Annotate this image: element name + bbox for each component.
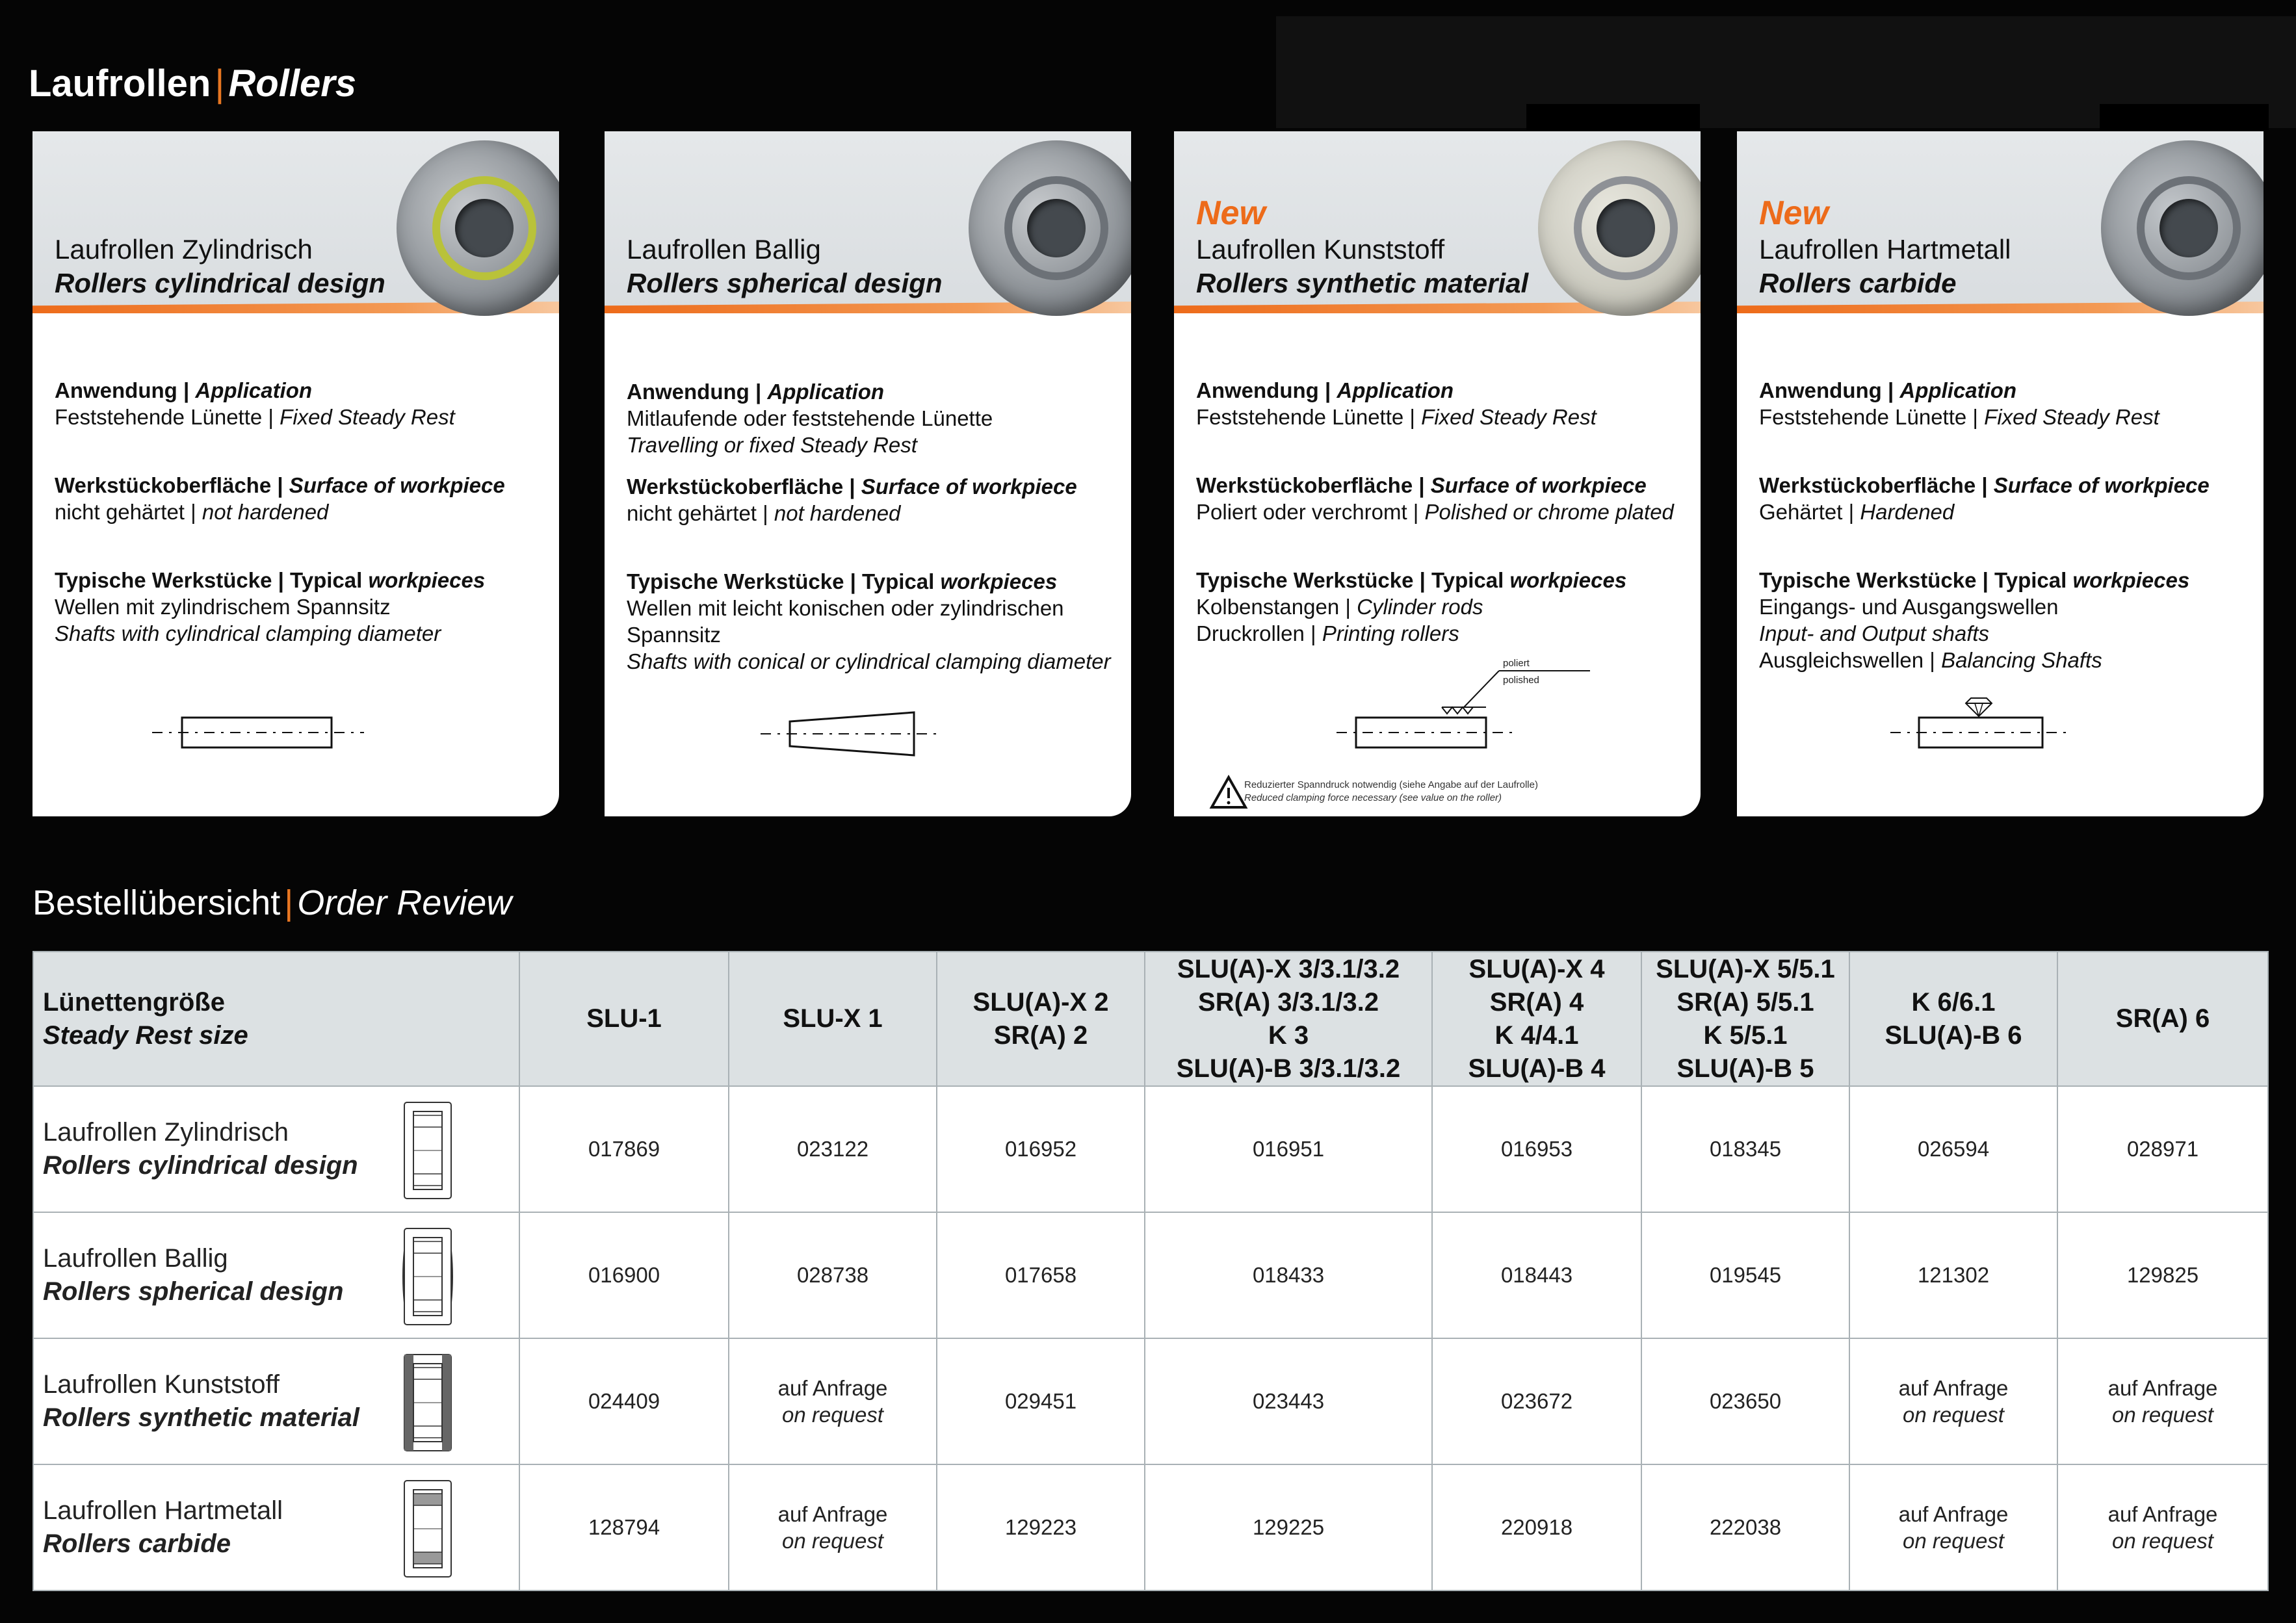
table-row (33, 1212, 2268, 1338)
header-panel-notch (2100, 104, 2269, 130)
column-header-line: SR(A) 2 (993, 1020, 1088, 1050)
card-title-de: Laufrollen Hartmetall (1759, 234, 2011, 265)
roller-cylindrical-section-icon (402, 1098, 454, 1202)
table-cell: 023672 (1432, 1338, 1641, 1464)
on-request-label: auf Anfrage on request (777, 1376, 888, 1427)
typical-workpieces-block: Typische Werkstücke | Typical workpieces Wellen mit zylindrischem Spannsitz Shafts with cylindrical clamping diameter (55, 568, 486, 645)
row-header-en: Rollers synthetic material (43, 1403, 359, 1432)
header-panel-notch (1526, 104, 1700, 130)
row-header (33, 1212, 519, 1338)
roller-carbide-section-icon (402, 1477, 454, 1581)
application-block: Anwendung | Application Feststehende Lünette | Fixed Steady Rest (1196, 378, 1597, 429)
cylindrical-shaft-sketch (33, 131, 559, 816)
conical-shaft-sketch (605, 131, 1131, 816)
section-heading-order-review (33, 885, 512, 920)
table-cell: 129223 (937, 1464, 1145, 1591)
table-cell: 128794 (519, 1464, 729, 1591)
column-header-line: SLU(A)-B 3/3.1/3.2 (1176, 1054, 1401, 1083)
heading-separator: | (215, 62, 225, 105)
surface-block: Werkstückoberfläche | Surface of workpiece nicht gehärtet | not hardened (55, 473, 505, 524)
heading-de: Bestellübersicht (33, 883, 281, 922)
table-cell: 024409 (519, 1338, 729, 1464)
table-cell (1849, 1338, 2057, 1464)
table-cell: 029451 (937, 1338, 1145, 1464)
typical-workpieces-block: Typische Werkstücke | Typical workpieces Eingangs- und Ausgangswellen Input- and Output shafts Ausgleichswellen | Balancing Shafts (1759, 568, 2190, 672)
new-badge: New (1759, 194, 1829, 232)
column-header-line: SR(A) 6 (2115, 1004, 2210, 1033)
column-header-line: SLU(A)-X 5/5.1 (1656, 954, 1835, 983)
table-cell: 017658 (937, 1212, 1145, 1338)
table-cell: 028738 (729, 1212, 937, 1338)
card-title-en: Rollers carbide (1759, 268, 1957, 298)
table-row (33, 1338, 2268, 1464)
table-row (33, 1464, 2268, 1591)
application-block: Anwendung | Application Feststehende Lünette | Fixed Steady Rest (1759, 378, 2159, 429)
on-request-label: auf Anfrage on request (1898, 1376, 2009, 1427)
column-header (1641, 952, 1849, 1086)
table-cell: 023122 (729, 1086, 937, 1212)
column-header (937, 952, 1145, 1086)
table-cell: 129225 (1145, 1464, 1432, 1591)
column-header-line: SLU(A)-X 3/3.1/3.2 (1177, 954, 1400, 983)
card-title-de: Laufrollen Zylindrisch (55, 234, 313, 265)
diamond-icon (1966, 698, 1992, 716)
column-header (729, 952, 937, 1086)
table-cell (1849, 1464, 2057, 1591)
table-cell: 121302 (1849, 1212, 2057, 1338)
table-cell: 016952 (937, 1086, 1145, 1212)
table-cell: 018345 (1641, 1086, 1849, 1212)
column-header (1145, 952, 1432, 1086)
order-review-table (33, 951, 2269, 1591)
on-request-label: auf Anfrage on request (2107, 1502, 2218, 1553)
table-cell: 018443 (1432, 1212, 1641, 1338)
table-cell: 019545 (1641, 1212, 1849, 1338)
typical-workpieces-block: Typische Werkstücke | Typical workpieces Kolbenstangen | Cylinder rods Druckrollen | Printing rollers (1196, 568, 1627, 645)
new-badge: New (1196, 194, 1266, 232)
row-header-en: Rollers cylindrical design (43, 1151, 358, 1180)
table-cell: 222038 (1641, 1464, 1849, 1591)
roller-synthetic-section-icon (402, 1351, 454, 1455)
surface-block: Werkstückoberfläche | Surface of workpiece Gehärtet | Hardened (1759, 473, 2210, 524)
column-header-line: SLU-1 (586, 1004, 662, 1033)
heading-en: Order Review (297, 883, 512, 922)
sketch-label-polished-de: poliert (1503, 658, 1530, 669)
row-header-de: Laufrollen Ballig (43, 1244, 228, 1273)
table-cell: 023650 (1641, 1338, 1849, 1464)
row-header-en: Rollers spherical design (43, 1277, 344, 1306)
table-cell (2057, 1338, 2268, 1464)
column-header-line: SLU(A)-B 5 (1676, 1054, 1814, 1083)
table-cell: 220918 (1432, 1464, 1641, 1591)
card-title-en: Rollers synthetic material (1196, 268, 1529, 298)
table-cell: 129825 (2057, 1212, 2268, 1338)
table-cell: 016953 (1432, 1086, 1641, 1212)
table-cell: 023443 (1145, 1338, 1432, 1464)
column-header-line: K 5/5.1 (1703, 1020, 1788, 1050)
column-header-line: SLU(A)-X 4 (1468, 954, 1605, 983)
surface-block: Werkstückoberfläche | Surface of workpiece nicht gehärtet | not hardened (627, 474, 1077, 525)
card-title-de: Laufrollen Kunststoff (1196, 234, 1445, 265)
column-header-line: K 4/4.1 (1494, 1020, 1579, 1050)
column-header-line: SR(A) 3/3.1/3.2 (1198, 987, 1379, 1017)
column-header-line: K 6/6.1 (1911, 987, 1996, 1017)
typical-workpieces-block: Typische Werkstücke | Typical workpieces Wellen mit leicht konischen oder zylindrischen Spannsitz Shafts with conical or cylindrical clamping diameter (627, 569, 1111, 673)
column-header-line: SLU(A)-B 4 (1468, 1054, 1606, 1083)
steady-rest-size-header: Lünettengröße Steady Rest size (33, 952, 519, 1086)
hardened-shaft-sketch (1737, 131, 2263, 816)
table-cell: 028971 (2057, 1086, 2268, 1212)
table-cell: 016900 (519, 1212, 729, 1338)
section-heading-rollers (29, 62, 357, 105)
table-header-row (33, 952, 2268, 1086)
warning-note: Reduzierter Spanndruck notwendig (siehe Angabe auf der Laufrolle) Reduced clamping force necessary (see value on the roller) (1244, 779, 1538, 803)
column-header (1432, 952, 1641, 1086)
table-cell: 026594 (1849, 1086, 2057, 1212)
on-request-label: auf Anfrage on request (1898, 1502, 2009, 1553)
row-header (33, 1338, 519, 1464)
heading-separator: | (284, 883, 294, 922)
warning-icon (1212, 777, 1246, 807)
column-header (519, 952, 729, 1086)
application-block: Anwendung | Application Mitlaufende oder feststehende Lünette Travelling or fixed Steady Rest (627, 380, 993, 457)
card-rollers-cylindrical (33, 131, 559, 816)
table-cell (729, 1338, 937, 1464)
table-row (33, 1086, 2268, 1212)
column-header (1849, 952, 2057, 1086)
surface-block: Werkstückoberfläche | Surface of workpiece Poliert oder verchromt | Polished or chrome plated (1196, 473, 1674, 524)
column-header-line: SLU(A)-B 6 (1885, 1020, 2022, 1050)
row-header-de: Laufrollen Zylindrisch (43, 1118, 289, 1147)
on-request-label: auf Anfrage on request (777, 1502, 888, 1553)
card-title-en: Rollers spherical design (627, 268, 943, 298)
column-header-line: SR(A) 5/5.1 (1676, 987, 1814, 1017)
column-header-line: SLU(A)-X 2 (972, 987, 1109, 1017)
card-rollers-spherical (605, 131, 1131, 816)
table-cell: 017869 (519, 1086, 729, 1212)
sketch-label-polished-en: polished (1503, 675, 1539, 686)
row-header-de: Laufrollen Kunststoff (43, 1370, 280, 1399)
row-header-de: Laufrollen Hartmetall (43, 1496, 283, 1525)
heading-en: Rollers (228, 62, 357, 105)
table-cell: 016951 (1145, 1086, 1432, 1212)
column-header-line: SLU-X 1 (783, 1004, 883, 1033)
heading-de: Laufrollen (29, 62, 211, 105)
row-header-en: Rollers carbide (43, 1529, 231, 1558)
polished-shaft-sketch (1174, 131, 1701, 816)
column-header (2057, 952, 2268, 1086)
column-header-line: SR(A) 4 (1489, 987, 1584, 1017)
on-request-label: auf Anfrage on request (2107, 1376, 2218, 1427)
row-header (33, 1086, 519, 1212)
roller-spherical-section-icon (402, 1225, 454, 1329)
card-rollers-carbide (1737, 131, 2263, 816)
table-cell (729, 1464, 937, 1591)
row-header (33, 1464, 519, 1591)
table-cell: 018433 (1145, 1212, 1432, 1338)
card-rollers-synthetic (1174, 131, 1701, 816)
application-block: Anwendung | Application Feststehende Lünette | Fixed Steady Rest (55, 378, 455, 429)
column-header-line: K 3 (1268, 1020, 1309, 1050)
card-title-en: Rollers cylindrical design (55, 268, 385, 298)
card-title-de: Laufrollen Ballig (627, 234, 821, 265)
table-cell (2057, 1464, 2268, 1591)
